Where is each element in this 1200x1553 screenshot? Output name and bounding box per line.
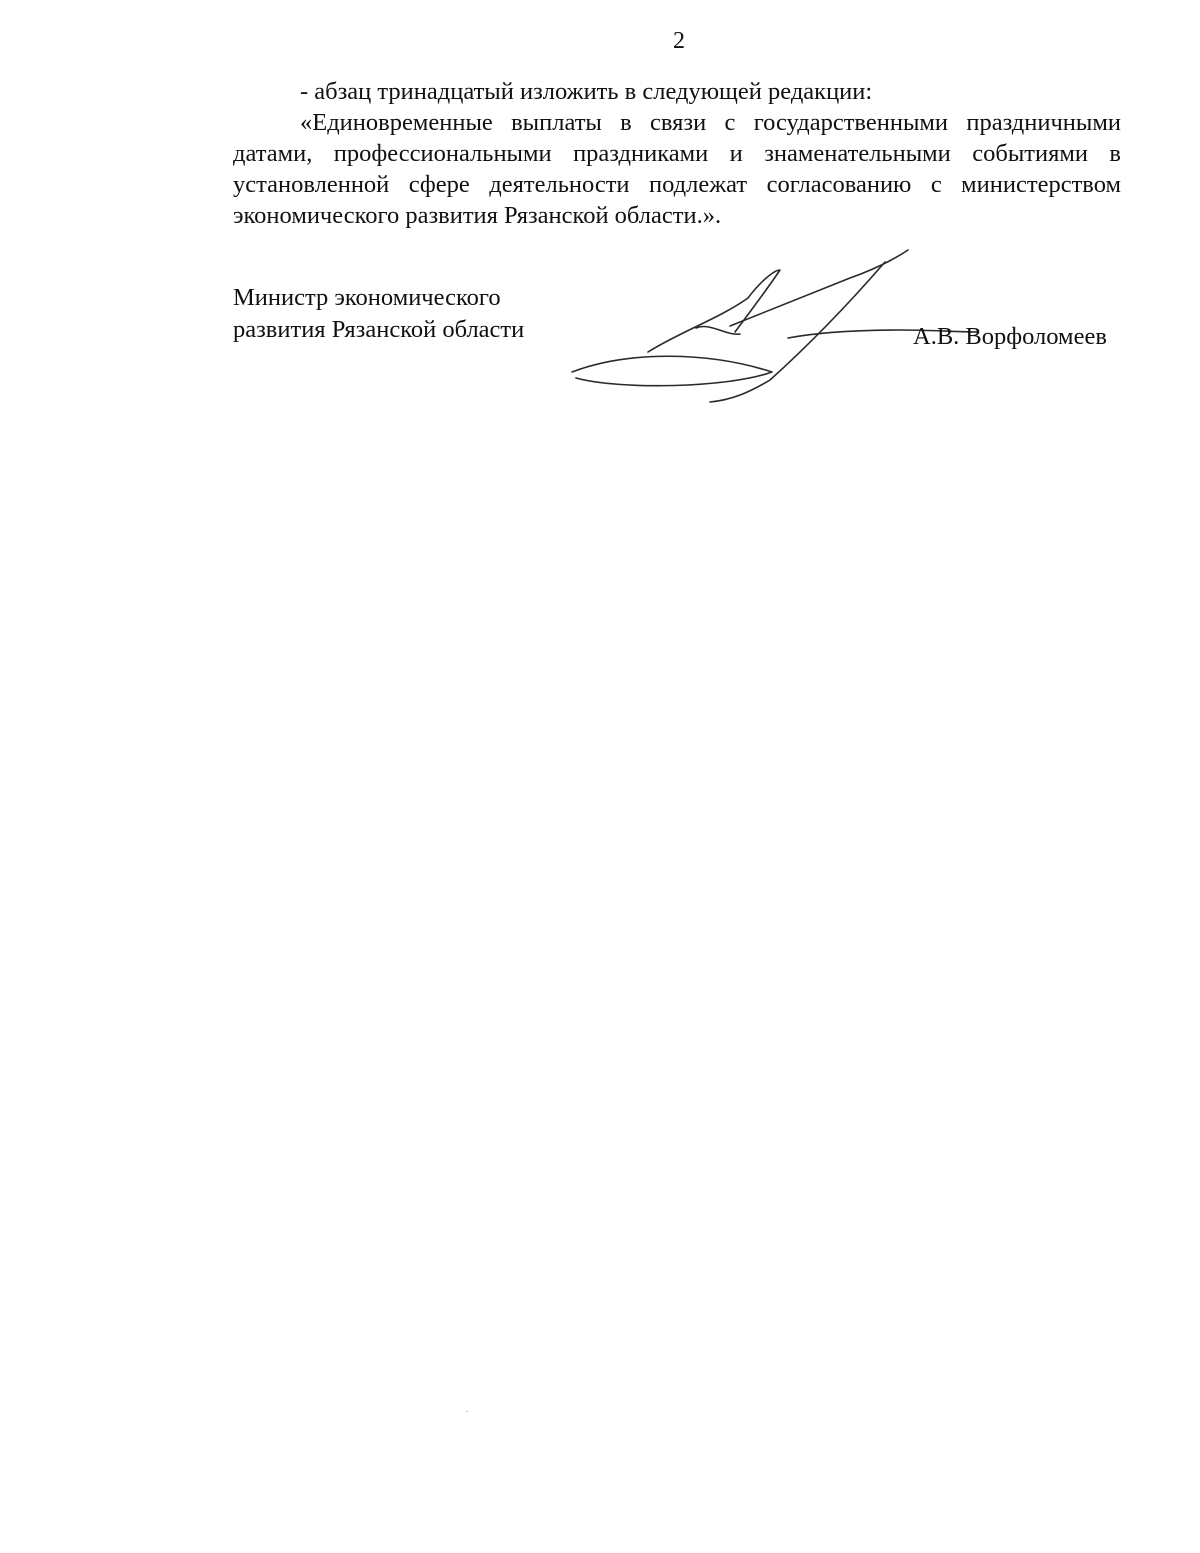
amendment-instruction: - абзац тринадцатый изложить в следующей редакции: (300, 78, 873, 105)
document-body (233, 76, 1121, 231)
signatory-position-line-2: развития Рязанской области (233, 316, 525, 343)
scan-speck (466, 1411, 468, 1412)
page-number: 2 (673, 28, 685, 54)
signatory-position-line-1: Министр экономического (233, 284, 501, 311)
signatory-name: А.В. Ворфоломеев (913, 323, 1107, 350)
signatory-position (233, 282, 524, 346)
amendment-quoted-text: «Единовременные выплаты в связи с государственными праздничными датами, профессиональными праздниками и знаменательными событиями в установленной сфере деятельности подлежат согласованию с министерством экономического развития Рязанской области.». (233, 109, 1121, 229)
